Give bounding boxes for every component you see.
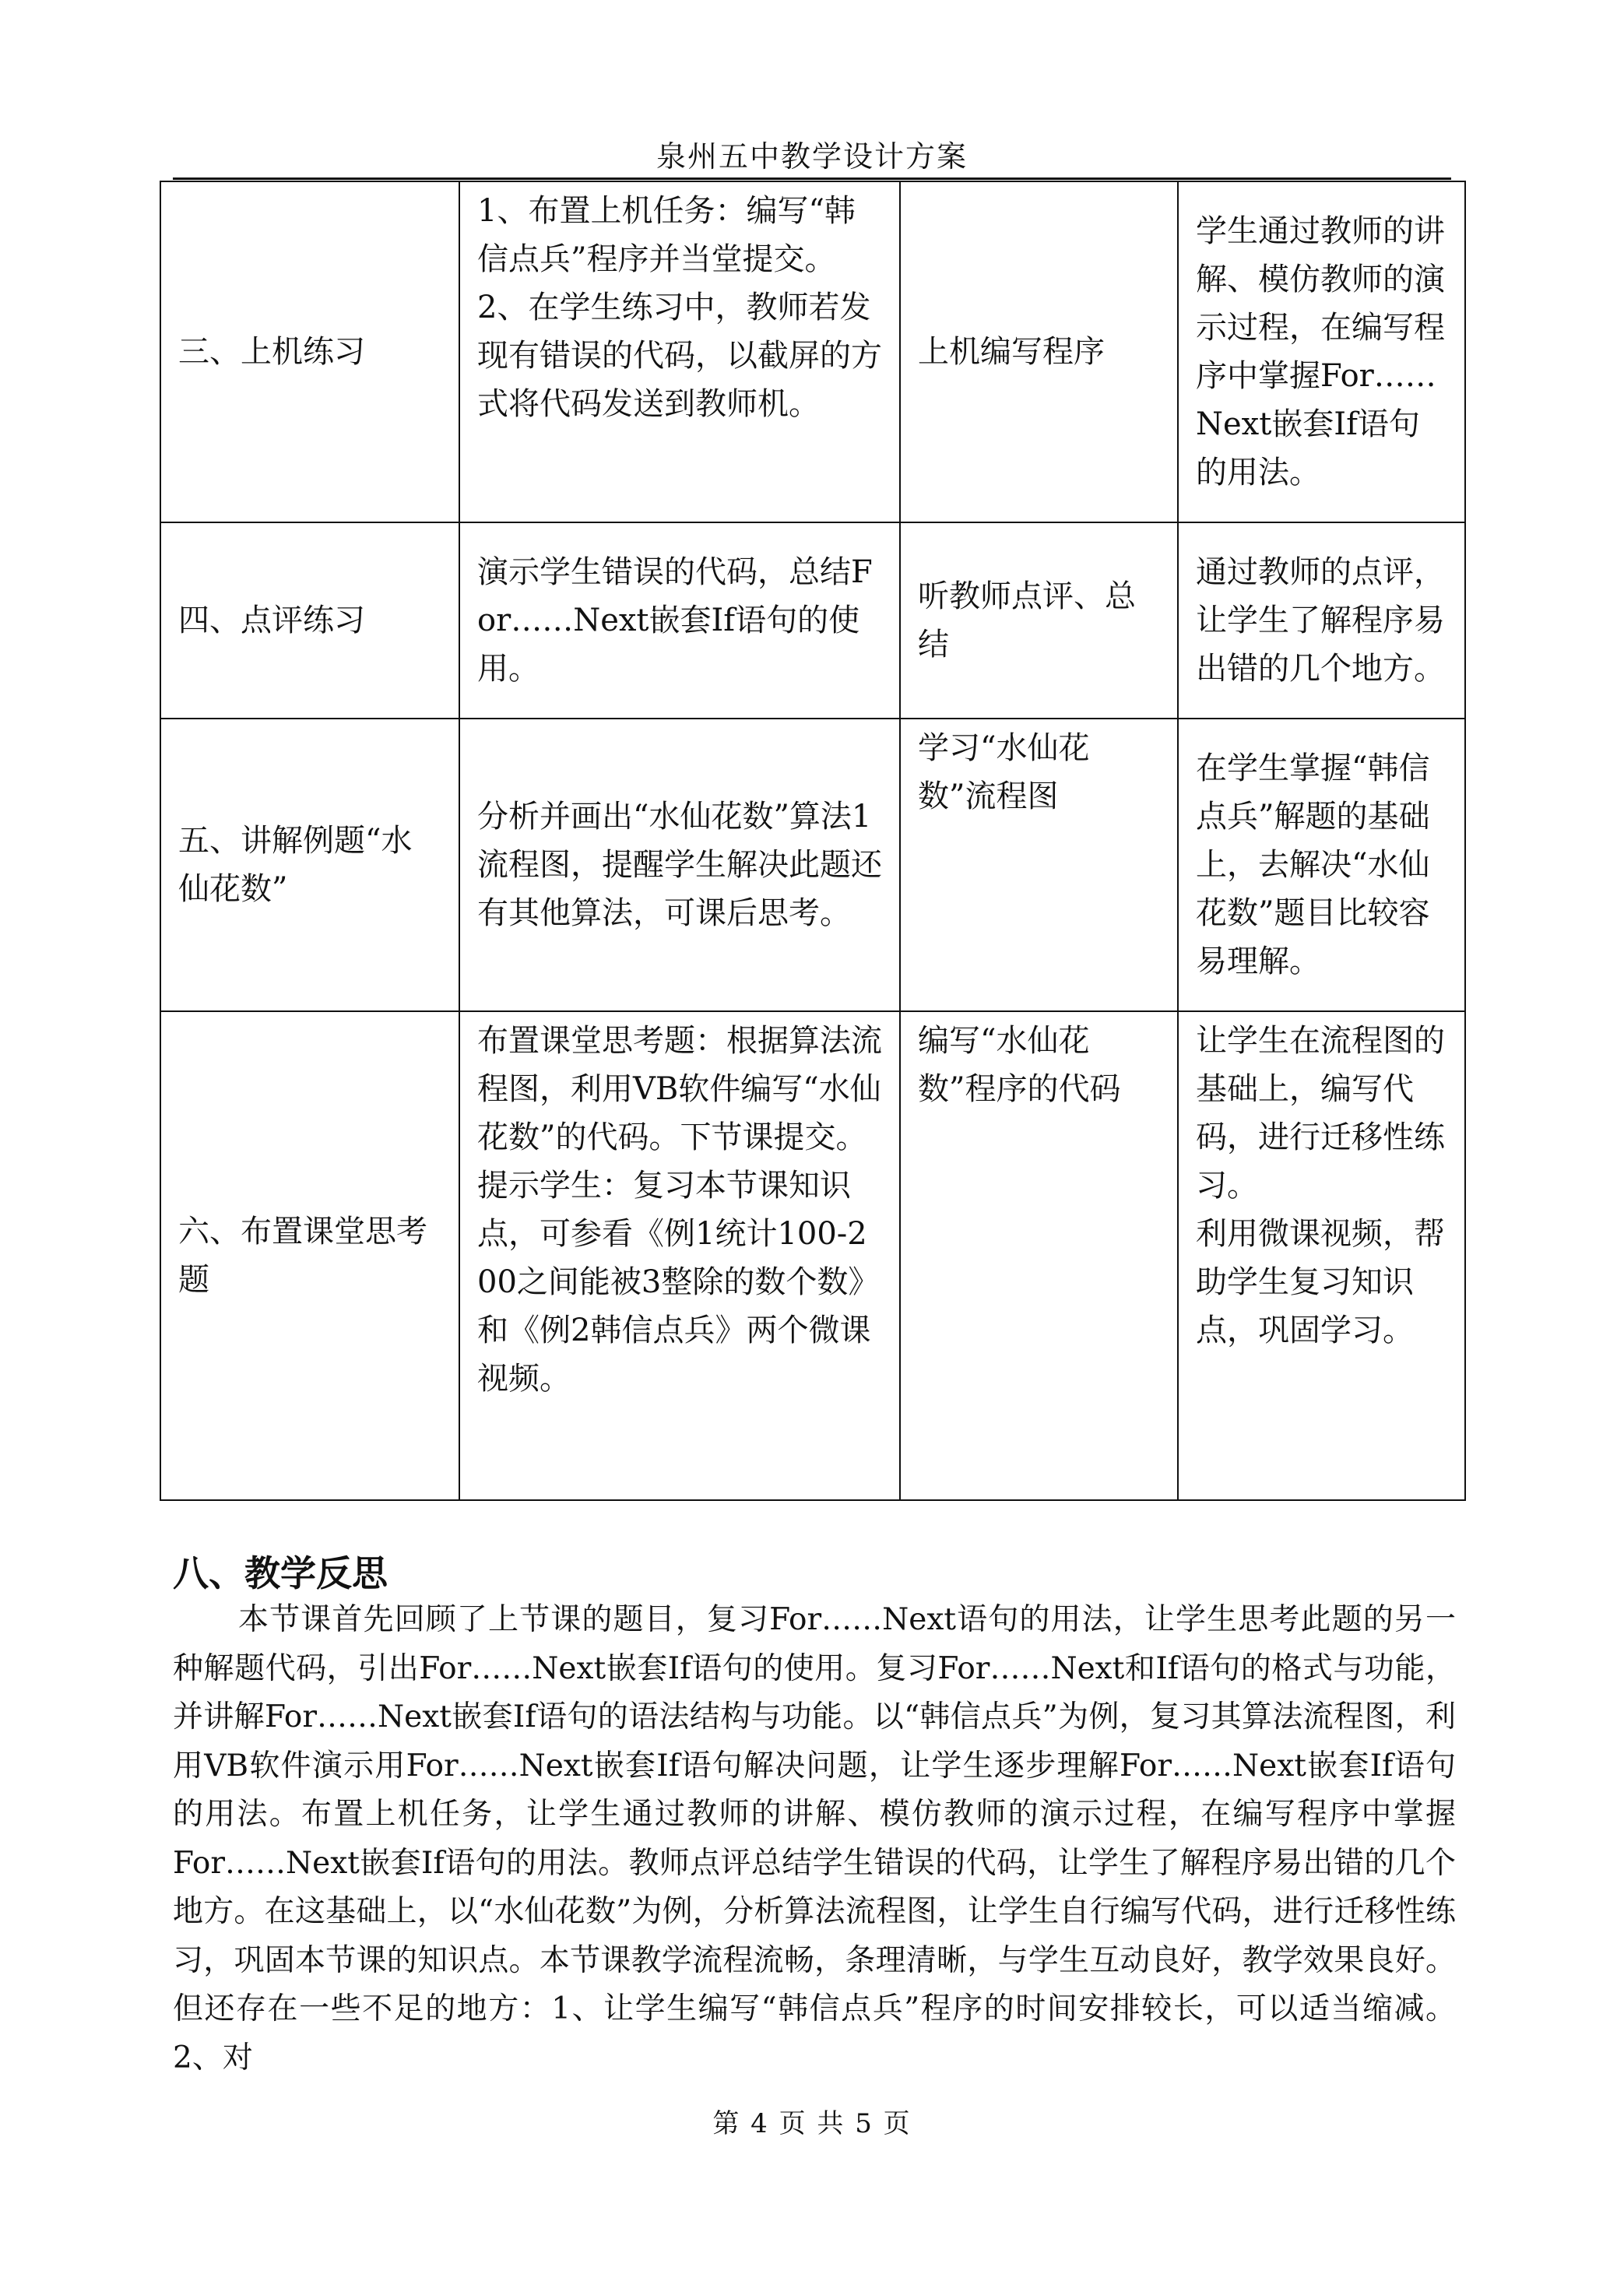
stage-cell bbox=[160, 522, 459, 719]
section-heading-reflection: 八、教学反思 bbox=[173, 1552, 388, 1594]
teacher-activity-text: 提示学生：复习本节课知识点，可参看《例1统计100-200之间能被3整除的数个数》 bbox=[477, 1168, 880, 1300]
design-intent-cell bbox=[1178, 522, 1465, 719]
design-intent-text: 让学生在流程图的基础上，编写代码，进行迁移性练习。 bbox=[1196, 1023, 1445, 1204]
teacher-activity-cell bbox=[459, 719, 900, 1011]
teacher-activity-text: 2、在学生练习中，教师若发现有错误的代码，以截屏的方式将代码发送到教师机。 bbox=[477, 290, 882, 422]
student-activity-cell bbox=[900, 719, 1178, 1011]
teaching-plan-table bbox=[160, 181, 1466, 1501]
teacher-activity-text: 分析并画出“水仙花数”算法1流程图，提醒学生解决此题还有其他算法，可课后思考。 bbox=[477, 799, 882, 931]
table-row bbox=[160, 719, 1465, 1011]
student-activity-cell bbox=[900, 522, 1178, 719]
stage-text: 六、布置课堂思考题 bbox=[178, 1214, 427, 1298]
student-activity-text: 听教师点评、总结 bbox=[918, 578, 1136, 662]
design-intent-cell bbox=[1178, 181, 1465, 522]
teacher-activity-cell bbox=[459, 181, 900, 522]
student-activity-text: 编写“水仙花数”程序的代码 bbox=[918, 1023, 1121, 1107]
teacher-activity-text: 演示学生错误的代码，总结For……Next嵌套If语句的使用。 bbox=[477, 554, 873, 687]
design-intent-text: 利用微课视频，帮助学生复习知识点，巩固学习。 bbox=[1196, 1216, 1445, 1348]
stage-cell bbox=[160, 181, 459, 522]
stage-cell bbox=[160, 1011, 459, 1500]
design-intent-cell bbox=[1178, 719, 1465, 1011]
teacher-activity-cell bbox=[459, 1011, 900, 1500]
header-rule bbox=[173, 177, 1451, 180]
page-header-title: 泉州五中教学设计方案 bbox=[656, 139, 968, 174]
page-number-footer: 第 4 页 共 5 页 bbox=[712, 2108, 912, 2139]
design-intent-text: 通过教师的点评，让学生了解程序易出错的几个地方。 bbox=[1196, 554, 1445, 687]
design-intent-text: 学生通过教师的讲解、模仿教师的演示过程，在编写程序中掌握For……Next嵌套If语句的用法。 bbox=[1196, 213, 1445, 490]
design-intent-text: 在学生掌握“韩信点兵”解题的基础上，去解决“水仙花数”题目比较容易理解。 bbox=[1196, 750, 1430, 979]
reflection-paragraph: 本节课首先回顾了上节课的题目，复习For……Next语句的用法，让学生思考此题的另一种解题代码，引出For……Next嵌套If语句的使用。复习For……Next和If语句的格式与功能，并讲解For……Next嵌套If语句的语法结构与功能。以“韩信点兵”为例，复习其算法流程图，利用VB软件演示用For……Next嵌套If语句解决问题，让学生逐步理解For……Next嵌套If语句的用法。布置上机任务，让学生通过教师的讲解、模仿教师的演示过程，在编写程序中掌握For……Next嵌套If语句的用法。教师点评总结学生错误的代码，让学生了解程序易出错的几个地方。在这基础上，以“水仙花数”为例，分析算法流程图，让学生自行编写代码，进行迁移性练习，巩固本节课的知识点。本节课教学流程流畅，条理清晰，与学生互动良好，教学效果良好。但还存在一些不足的地方：1、让学生编写“韩信点兵”程序的时间安排较长，可以适当缩减。2、对 bbox=[173, 1602, 1456, 2075]
table-row bbox=[160, 522, 1465, 719]
design-intent-cell bbox=[1178, 1011, 1465, 1500]
teacher-activity-text: 布置课堂思考题：根据算法流程图，利用VB软件编写“水仙花数”的代码。下节课提交。 bbox=[477, 1023, 882, 1155]
student-activity-cell bbox=[900, 181, 1178, 522]
stage-text: 四、点评练习 bbox=[178, 603, 365, 638]
stage-cell bbox=[160, 719, 459, 1011]
student-activity-text: 学习“水仙花数”流程图 bbox=[918, 730, 1090, 814]
student-activity-cell bbox=[900, 1011, 1178, 1500]
teacher-activity-cell bbox=[459, 522, 900, 719]
table-row bbox=[160, 181, 1465, 522]
teacher-activity-text: 1、布置上机任务：编写“韩信点兵”程序并当堂提交。 bbox=[477, 193, 856, 277]
stage-text: 五、讲解例题“水仙花数” bbox=[178, 823, 413, 907]
student-activity-text: 上机编写程序 bbox=[918, 334, 1105, 370]
table-row bbox=[160, 1011, 1465, 1500]
stage-text: 三、上机练习 bbox=[178, 334, 365, 370]
teacher-activity-text: 和《例2韩信点兵》两个微课视频。 bbox=[477, 1313, 871, 1397]
